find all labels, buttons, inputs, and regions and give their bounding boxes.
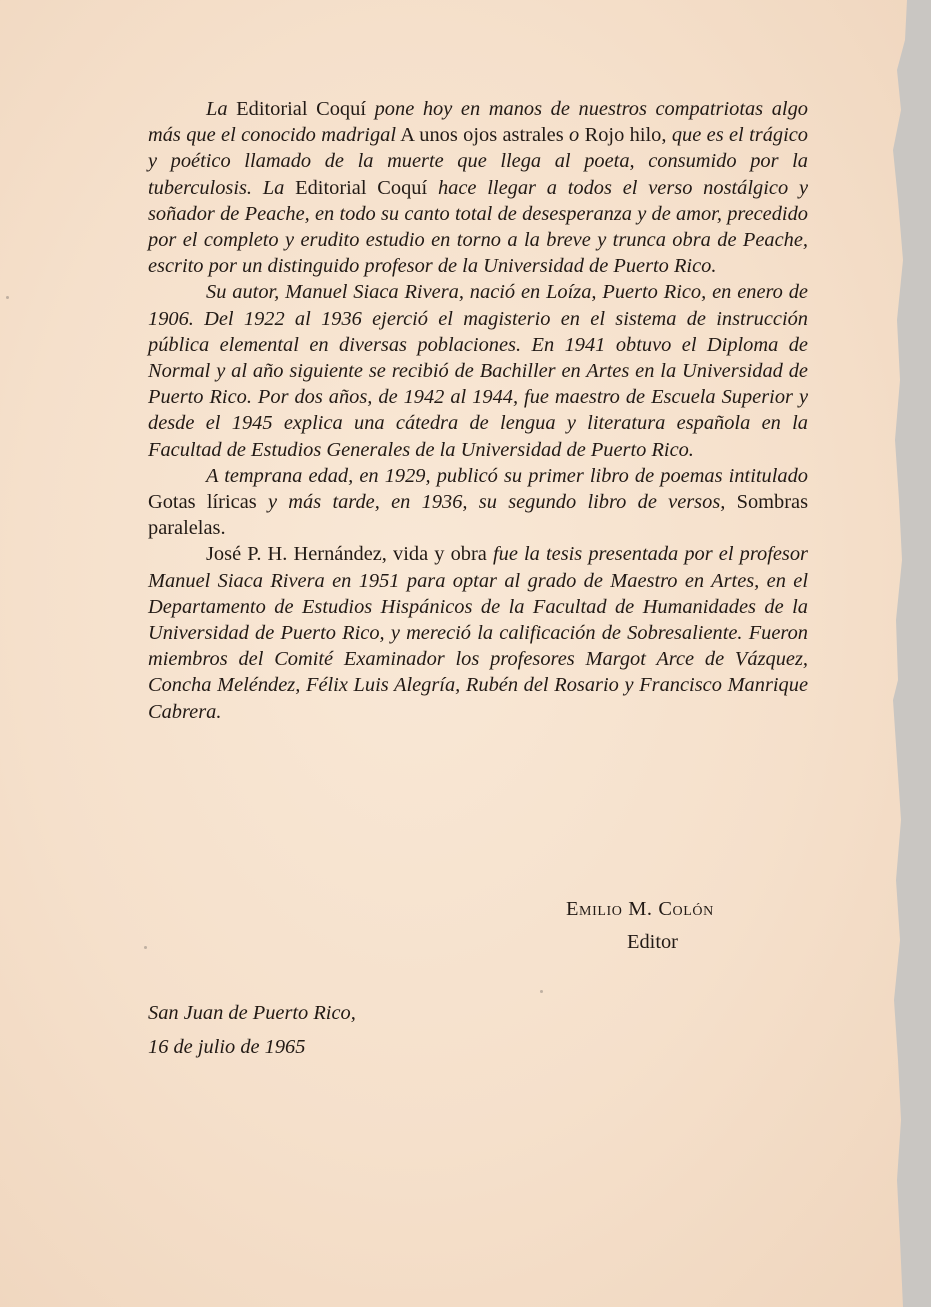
- text-run: Su autor, Manuel Siaca Rivera, nació en Loíza, Puerto Rico, en enero de 1906. Del 1922 al 1936 ejerció el magisterio en el sistema de instrucción pública elemental en diversas poblaciones. En 1941 obtuvo el Diploma de Normal y al año siguiente se recibió de Bachiller en Artes en la Universidad de Puerto Rico. Por dos años, de 1942 al 1944, fue maestro de Escuela Superior y desde el 1945 explica una cátedra de lengua y literatura española en la Facultad de Estudios Generales de la Universidad de Puerto Rico.: [148, 281, 808, 461]
- text-run: o: [569, 124, 580, 147]
- paper-speck: [144, 946, 147, 949]
- text-run: pone hoy en manos de nuestros compatriotas algo más que el conocido madrigal: [148, 98, 808, 147]
- signature-block: [566, 898, 714, 954]
- text-run: que es el trágico y poético llamado de la muerte que llega al poeta, consumido por la tuberculosis. La: [148, 124, 808, 199]
- date-line: 16 de julio de 1965: [148, 1036, 306, 1058]
- paragraph-2: [148, 279, 808, 462]
- editor-role: Editor: [627, 931, 678, 953]
- paper-speck: [6, 296, 9, 299]
- text-run: La: [206, 98, 228, 120]
- introduction-text: [148, 96, 808, 725]
- paper-speck: [540, 990, 543, 993]
- text-run: y más tarde, en 1936, su segundo libro de versos,: [267, 491, 726, 514]
- place-and-date: [148, 996, 356, 1064]
- text-run: A temprana edad, en 1929, publicó su primer libro de poemas intitulado: [206, 464, 808, 487]
- paragraph-1: [148, 96, 808, 279]
- text-run: Sombras paralelas.: [148, 491, 809, 540]
- editor-name: Emilio M. Colón: [566, 898, 714, 920]
- text-run: Editorial Coquí: [227, 98, 375, 120]
- text-run: hace llegar a todos el verso nostálgico y soñador de Peache, en todo su canto total de desesperanza y de amor, precedido por el completo y erudito estudio en torno a la breve y trunca obra de Peache, escrito por un distinguido profesor de la Universidad de Puerto Rico.: [148, 176, 808, 278]
- text-run: Editorial Coquí: [284, 176, 438, 199]
- paragraph-3: [148, 463, 808, 542]
- place-line: San Juan de Puerto Rico,: [148, 1002, 356, 1024]
- text-run: fue la tesis presentada por el profesor Manuel Siaca Rivera en 1951 para optar al grado de Maestro en Artes, en el Departamento de Estudios Hispánicos de la Facultad de Humanidades de la Universidad de Puerto Rico, y mereció la calificación de Sobresaliente. Fueron miembros del Comité Examinador los profesores Margot Arce de Vázquez, Concha Meléndez, Félix Luis Alegría, Rubén del Rosario y Francisco Manrique Cabrera.: [148, 543, 808, 723]
- torn-page-edge: [867, 0, 919, 1307]
- text-run: A unos ojos astrales: [396, 124, 570, 147]
- text-run: Rojo hilo,: [579, 124, 672, 147]
- text-run: José P. H. Hernández, vida y obra: [206, 543, 493, 566]
- paragraph-4: [148, 541, 808, 724]
- text-run: Gotas líricas: [148, 491, 268, 514]
